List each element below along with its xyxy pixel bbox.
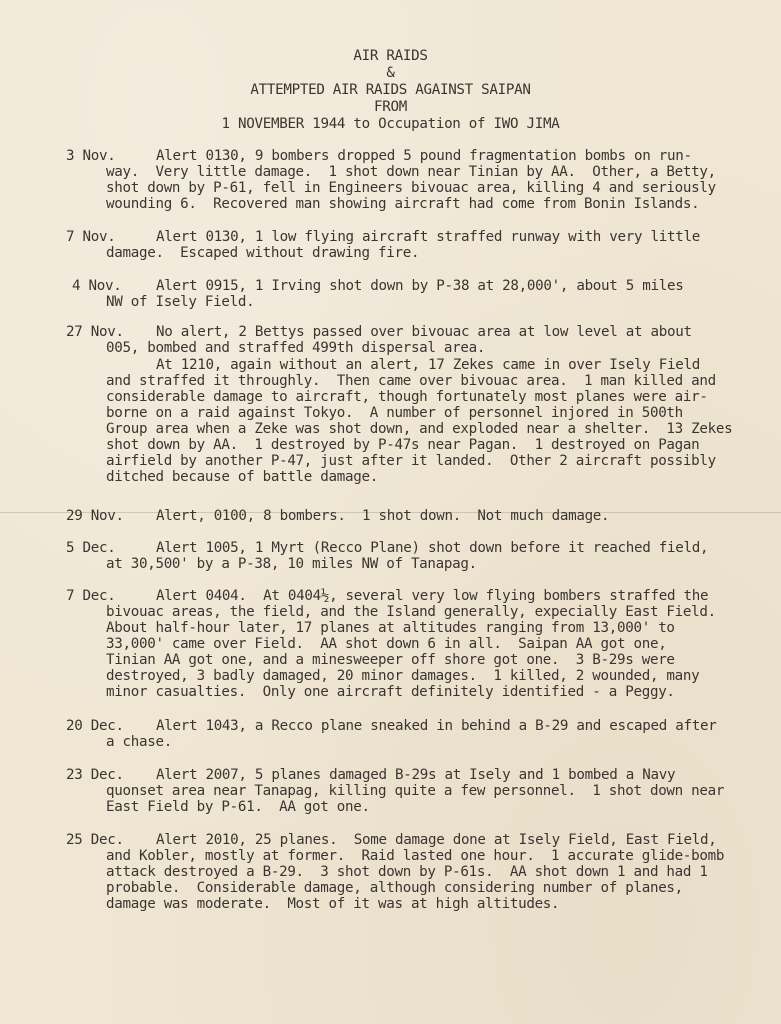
entry-date: 5 Dec. bbox=[66, 540, 116, 556]
entry-date: 7 Dec. bbox=[66, 588, 116, 604]
entry-line: shot down by P-61, fell in Engineers bivouac area, killing 4 and seriously bbox=[106, 180, 716, 196]
entry-line: NW of Isely Field. bbox=[106, 294, 255, 310]
entry-line: Alert 0130, 1 low flying aircraft straffed runway with very little bbox=[156, 229, 700, 245]
entry-line: At 1210, again without an alert, 17 Zekes came in over Isely Field bbox=[156, 357, 700, 373]
entry-line: Alert 0404. At 0404½, several very low flying bombers straffed the bbox=[156, 588, 709, 604]
heading-subtitle: ATTEMPTED AIR RAIDS AGAINST SAIPAN bbox=[250, 82, 531, 98]
entry-line: a chase. bbox=[106, 734, 172, 750]
entry-line: and Kobler, mostly at former. Raid lasted one hour. 1 accurate glide-bomb bbox=[106, 848, 725, 864]
entry-line: bivouac areas, the field, and the Island generally, expecially East Field. bbox=[106, 604, 716, 620]
heading-period: 1 NOVEMBER 1944 to Occupation of IWO JIMA bbox=[221, 116, 560, 132]
entry-line: shot down by AA. 1 destroyed by P-47s near Pagan. 1 destroyed on Pagan bbox=[106, 437, 700, 453]
entry-line: way. Very little damage. 1 shot down near Tinian by AA. Other, a Betty, bbox=[106, 164, 716, 180]
entry-date: 3 Nov. bbox=[66, 148, 116, 164]
entry-line: Tinian AA got one, and a minesweeper off shore got one. 3 B-29s were bbox=[106, 652, 675, 668]
document-heading bbox=[0, 48, 781, 133]
entry-line: Alert 2007, 5 planes damaged B-29s at Isely and 1 bombed a Navy bbox=[156, 767, 676, 783]
entry-line: minor casualties. Only one aircraft definitely identified - a Peggy. bbox=[106, 684, 675, 700]
entry-line: at 30,500' by a P-38, 10 miles NW of Tanapag. bbox=[106, 556, 477, 572]
entry-line: 005, bombed and straffed 499th dispersal area. bbox=[106, 340, 486, 356]
heading-title: AIR RAIDS bbox=[353, 48, 428, 64]
entry-date: 29 Nov. bbox=[66, 508, 124, 524]
entry-line: airfield by another P-47, just after it landed. Other 2 aircraft possibly bbox=[106, 453, 716, 469]
entry-line: Alert 2010, 25 planes. Some damage done at Isely Field, East Field, bbox=[156, 832, 717, 848]
entry-date: 4 Nov. bbox=[72, 278, 122, 294]
entry-line: destroyed, 3 badly damaged, 20 minor damages. 1 killed, 2 wounded, many bbox=[106, 668, 700, 684]
entry-date: 20 Dec. bbox=[66, 718, 124, 734]
entry-date: 25 Dec. bbox=[66, 832, 124, 848]
entry-line: wounding 6. Recovered man showing aircraft had come from Bonin Islands. bbox=[106, 196, 700, 212]
entry-line: Alert 0130, 9 bombers dropped 5 pound fragmentation bombs on run- bbox=[156, 148, 692, 164]
entry-date: 27 Nov. bbox=[66, 324, 124, 340]
entry-line: Alert 1005, 1 Myrt (Recco Plane) shot down before it reached field, bbox=[156, 540, 709, 556]
entry-line: No alert, 2 Bettys passed over bivouac area at low level at about bbox=[156, 324, 692, 340]
entry-line: probable. Considerable damage, although considering number of planes, bbox=[106, 880, 683, 896]
heading-ampersand: & bbox=[386, 65, 395, 81]
entry-line: Group area when a Zeke was shot down, and exploded near a shelter. 13 Zekes bbox=[106, 421, 733, 437]
entry-line: Alert 0915, 1 Irving shot down by P-38 at 28,000', about 5 miles bbox=[156, 278, 684, 294]
entry-line: About half-hour later, 17 planes at altitudes ranging from 13,000' to bbox=[106, 620, 675, 636]
entry-line: East Field by P-61. AA got one. bbox=[106, 799, 370, 815]
entry-line: and straffed it throughly. Then came over bivouac area. 1 man killed and bbox=[106, 373, 716, 389]
entry-line: Alert, 0100, 8 bombers. 1 shot down. Not much damage. bbox=[156, 508, 610, 524]
entry-line: borne on a raid against Tokyo. A number of personnel injored in 500th bbox=[106, 405, 683, 421]
entry-date: 23 Dec. bbox=[66, 767, 124, 783]
heading-from: FROM bbox=[374, 99, 407, 115]
entry-line: damage. Escaped without drawing fire. bbox=[106, 245, 420, 261]
entry-date: 7 Nov. bbox=[66, 229, 116, 245]
entry-line: Alert 1043, a Recco plane sneaked in behind a B-29 and escaped after bbox=[156, 718, 717, 734]
entry-line: considerable damage to aircraft, though fortunately most planes were air- bbox=[106, 389, 708, 405]
entry-line: quonset area near Tanapag, killing quite a few personnel. 1 shot down near bbox=[106, 783, 725, 799]
entry-line: ditched because of battle damage. bbox=[106, 469, 378, 485]
entry-line: 33,000' came over Field. AA shot down 6 in all. Saipan AA got one, bbox=[106, 636, 667, 652]
entry-line: damage was moderate. Most of it was at high altitudes. bbox=[106, 896, 560, 912]
entry-line: attack destroyed a B-29. 3 shot down by P-61s. AA shot down 1 and had 1 bbox=[106, 864, 708, 880]
